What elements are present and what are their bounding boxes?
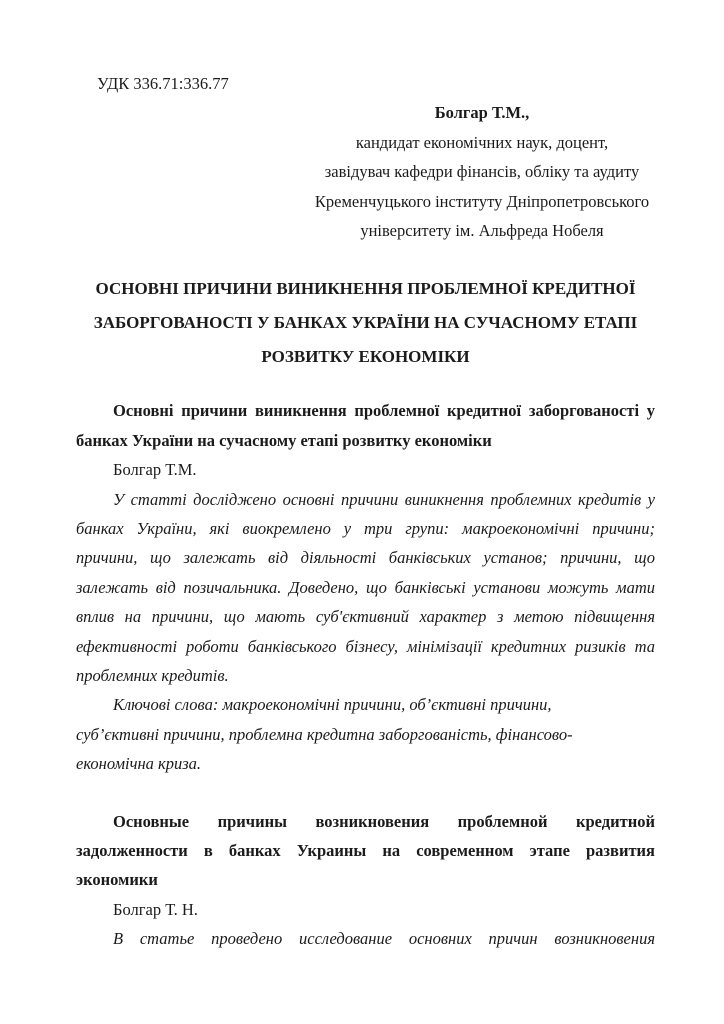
author-affiliation-line: університету ім. Альфреда Нобеля <box>360 221 604 241</box>
ru-abstract-heading <box>76 807 655 895</box>
uk-author-line <box>76 455 655 484</box>
uk-keywords-line: економічна криза. <box>76 754 202 774</box>
uk-abstract-line: проблемних кредитів. <box>76 665 229 685</box>
author-name: Болгар Т.М., <box>434 103 530 123</box>
ru-abstract-paragraph <box>76 924 655 953</box>
uk-keywords-paragraph <box>76 690 655 778</box>
author-affiliation-line: кандидат економічних наук, доцент, <box>355 132 609 152</box>
uk-heading-line: Основні причини виникнення проблемної кредитної заборгованості у <box>113 401 655 421</box>
uk-author-name: Болгар Т.М. <box>113 460 197 480</box>
uk-heading-line: банках України на сучасному етапі розвитку економіки <box>76 430 492 450</box>
author-block <box>309 98 655 245</box>
udc-code: УДК 336.71:336.77 <box>97 74 229 93</box>
uk-keywords-line: Ключові слова: макроекономічні причини, об’єктивні причини, <box>113 695 552 715</box>
ru-author-line <box>76 895 655 924</box>
author-affiliation-line: завідувач кафедри фінансів, обліку та аудиту <box>324 162 640 182</box>
uk-abstract-line: У статті досліджено основні причини виникнення проблемних кредитів у <box>113 489 655 509</box>
title-line: ЗАБОРГОВАНОСТІ У БАНКАХ УКРАЇНИ НА СУЧАСНОМУ ЕТАПІ <box>93 313 638 333</box>
author-affiliation-line: Кременчуцького інституту Дніпропетровського <box>314 191 650 211</box>
article-title <box>76 272 655 374</box>
uk-abstract-line: ефективності роботи банківського бізнесу, мінімізації кредитних ризиків та <box>76 636 655 656</box>
uk-abstract-line: банках України, які виокремлено у три групи: макроекономічні причини; <box>76 519 655 538</box>
ru-heading-line: задолженности в банках Украины на современном этапе развития <box>76 840 655 860</box>
uk-abstract-heading <box>76 396 655 455</box>
uk-abstract-line: вплив на причини, що мають суб'єктивний характер з метою підвищення <box>76 607 655 627</box>
uk-abstract-line: залежать від позичальника. Доведено, що банківські установи можуть мати <box>76 577 655 597</box>
uk-abstract-line: причини, що залежать від діяльності банківських установ; причини, що <box>76 548 655 568</box>
ru-abstract-line: В статье проведено исследование основних причин возникновения <box>113 929 655 949</box>
uk-abstract-paragraph <box>76 485 655 691</box>
ru-heading-line: Основные причины возникновения проблемной кредитной <box>113 811 655 831</box>
title-line: ОСНОВНІ ПРИЧИНИ ВИНИКНЕННЯ ПРОБЛЕМНОЇ КРЕДИТНОЇ <box>95 279 636 299</box>
title-line: РОЗВИТКУ ЕКОНОМІКИ <box>261 347 470 367</box>
ru-heading-line: экономики <box>76 870 158 890</box>
ru-author-name: Болгар Т. Н. <box>113 899 198 919</box>
uk-keywords-line: суб’єктивні причини, проблемна кредитна заборгованість, фінансово- <box>76 724 573 744</box>
